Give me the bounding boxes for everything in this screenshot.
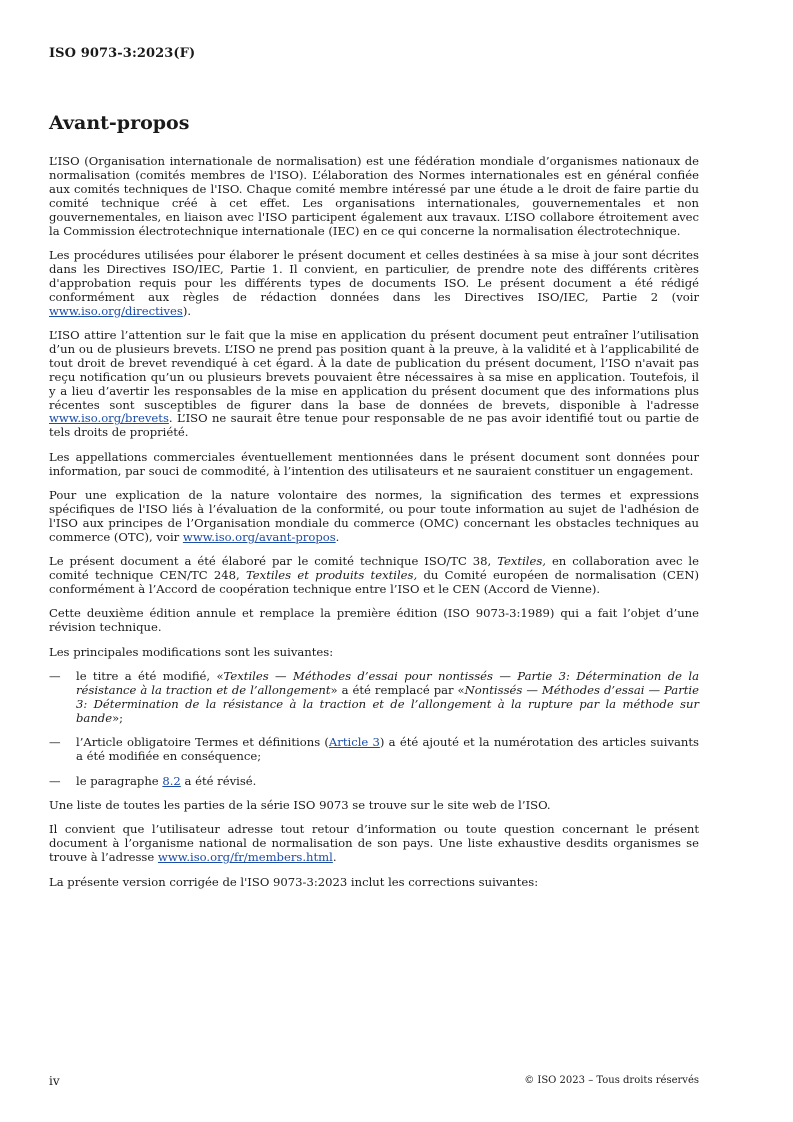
italic-text: Textiles — Méthodes d’essai pour nontissés — Partie 3: Détermination de la résistance à la traction et de l’allongement	[76, 669, 699, 697]
dash-bullet: —	[49, 773, 61, 788]
paragraph-text: en collaboration avec le comité technique CEN/TC 248,	[49, 554, 699, 583]
paragraph-trade-names: Les appellations commerciales éventuellement mentionnées dans le présent document sont données pour information, par souci de commodité, à l’intention des utilisateurs et ne sauraient constituer un engagement.	[49, 449, 699, 478]
list-text: » a été remplacé par «	[330, 683, 465, 697]
link-brevets[interactable]: www.iso.org/brevets	[49, 411, 169, 426]
link-avant-propos[interactable]: www.iso.org/avant-propos	[182, 529, 336, 544]
paragraph-corrections: La présente version corrigée de l'ISO 9073-3:2023 inclut les corrections suivantes:	[49, 874, 539, 889]
dash-bullet: —	[49, 669, 61, 684]
italic-text: Textiles,	[497, 554, 546, 569]
changes-list	[49, 670, 699, 788]
paragraph-text: du Comité européen de normalisation (CEN) conformément à l’Accord de coopération technique entre l’ISO et le CEN (Accord de Vienne).	[49, 568, 699, 596]
italic-text: Nontissés — Méthodes d’essai — Partie 3: Détermination de la résistance à la traction et de l’allongement à la rupture par la méthode sur bande	[76, 683, 699, 725]
paragraph-text: L’ISO attire l’attention sur le fait que la mise en application du présent document peut entraîner l’utilisation d’un ou de plusieurs brevets. L’ISO ne prend pas position quant à la preuve, à la validité et à l’applicabilité de tout droit de brevet revendiqué à cet égard. À la date de publication du présent document, l’ISO n'avait pas reçu notification qu’un ou plusieurs brevets pouvaient être nécessaires à sa mise en application. Toutefois, il y a lieu d’avertir les responsables de la mise en application du présent document que des informations plus récentes sont susceptibles de figurer dans la base de données de brevets, disponible à l'adresse	[49, 327, 699, 412]
paragraph-text: Le présent document a été élaboré par le comité technique ISO/TC 38,	[49, 554, 498, 569]
paragraph-edition: Cette deuxième édition annule et remplace la première édition (ISO 9073-3:1989) qui a fait l’objet d’une révision technique.	[49, 606, 699, 635]
paragraph-text: Il convient que l’utilisateur adresse tout retour d’information ou toute question concernant le présent document à l’organisme national de normalisation de son pays. Une liste exhaustive desdits organismes se trouve à l’adresse	[49, 822, 699, 865]
list-item	[49, 775, 699, 789]
copyright-notice: © ISO 2023 – Tous droits réservés	[524, 1075, 699, 1086]
paragraph-patents	[49, 329, 699, 440]
paragraph-changes-intro: Les principales modifications sont les suivantes:	[49, 644, 334, 659]
list-item	[49, 736, 699, 764]
paragraph-text: Les procédures utilisées pour élaborer le présent document et celles destinées à sa mise à jour sont décrites dans les Directives ISO/IEC, Partie 1. Il convient, en particulier, de prendre note des différents critères d'approbation requis pour les différents types de documents ISO. Le présent document a été rédigé conformément aux règles de rédaction données dans les Directives ISO/IEC, Partie 2 (voir	[49, 247, 699, 304]
paragraph-text: Pour une explication de la nature volontaire des normes, la signification des termes et expressions spécifiques de l'ISO liés à l’évaluation de la conformité, ou pour toute information au sujet de l'adhésion de l'ISO aux principes de l’Organisation mondiale du commerce (OMC) concernant les obstacles techniques au commerce (OTC), voir	[49, 488, 699, 544]
foreword-body	[49, 155, 699, 900]
paragraph-text: ).	[182, 303, 192, 318]
paragraph-text: .	[335, 529, 340, 544]
paragraph-text: .	[332, 850, 337, 865]
list-text: le titre a été modifié, «	[76, 669, 224, 684]
paragraph-voluntary-nature	[49, 489, 699, 545]
list-text: le paragraphe	[76, 773, 163, 788]
paragraph-text: . L’ISO ne saurait être tenue pour responsable de ne pas avoir identifié tout ou partie de tels droits de propriété.	[49, 411, 699, 440]
page-number: iv	[49, 1074, 60, 1088]
list-text: a été révisé.	[180, 773, 257, 788]
link-members[interactable]: www.iso.org/fr/members.html	[157, 850, 333, 865]
list-text: ) a été ajouté et la numérotation des articles suivants a été modifiée en conséquence;	[76, 735, 700, 764]
italic-text: Textiles et produits textiles,	[245, 568, 418, 583]
link-article-3[interactable]: Article 3	[328, 735, 380, 750]
document-id-header: ISO 9073-3:2023(F)	[49, 46, 196, 61]
list-item	[49, 670, 699, 726]
dash-bullet: —	[49, 735, 61, 750]
list-text: l’Article obligatoire Termes et définitions (	[76, 735, 329, 750]
link-8-2[interactable]: 8.2	[162, 773, 181, 788]
paragraph-feedback	[49, 823, 699, 865]
list-text: »;	[112, 710, 124, 725]
page-title: Avant-propos	[49, 112, 190, 134]
paragraph-procedures	[49, 249, 699, 319]
paragraph-committee	[49, 555, 699, 597]
paragraph-series-list: Une liste de toutes les parties de la série ISO 9073 se trouve sur le site web de l’ISO.	[49, 797, 551, 812]
link-directives[interactable]: www.iso.org/directives	[49, 303, 183, 318]
paragraph-iso-intro: L’ISO (Organisation internationale de normalisation) est une fédération mondiale d’organismes nationaux de normalisation (comités membres de l'ISO). L’élaboration des Normes internationales est en général confiée aux comités techniques de l'ISO. Chaque comité membre intéressé par une étude a le droit de faire partie du comité technique créé à cet effet. Les organisations internationales, gouvernementales et non gouvernementales, en liaison avec l'ISO participent également aux travaux. L’ISO collabore étroitement avec la Commission électrotechnique internationale (IEC) en ce qui concerne la normalisation électrotechnique.	[49, 154, 699, 238]
